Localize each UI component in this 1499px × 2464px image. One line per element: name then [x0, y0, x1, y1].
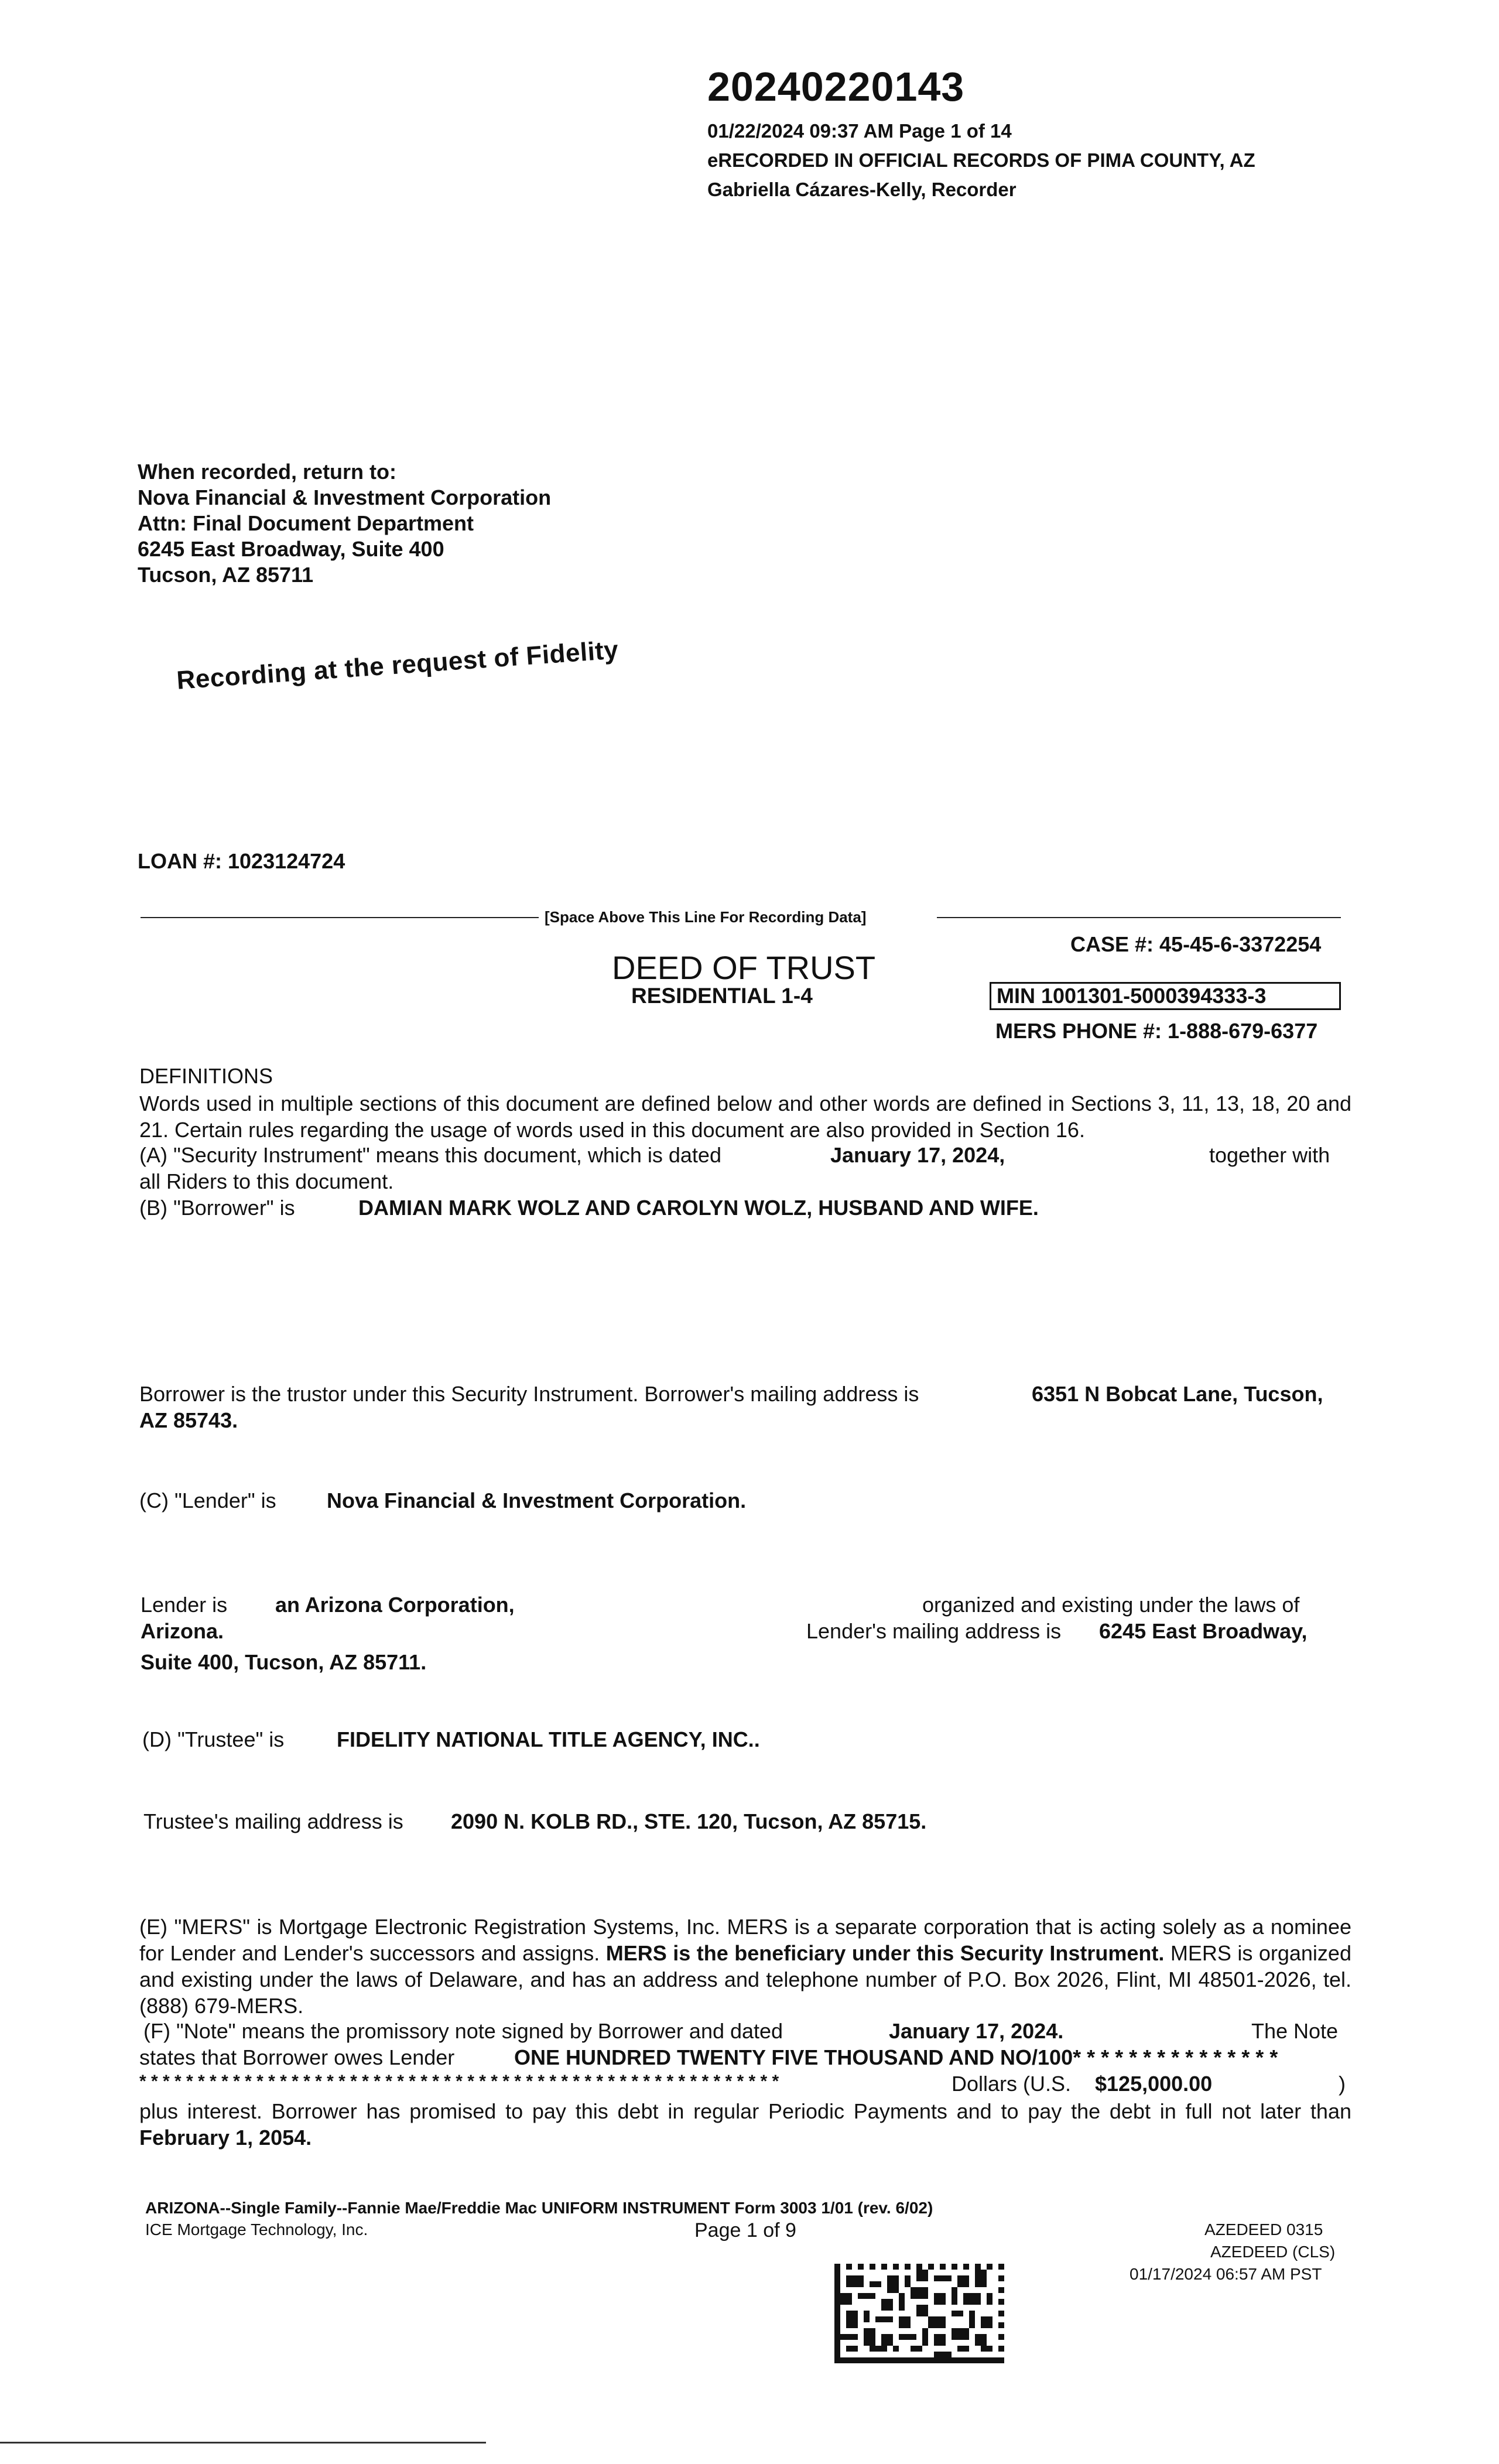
footer-form-code-cls: AZEDEED (CLS) — [1210, 2243, 1336, 2261]
mers-phone: MERS PHONE #: 1-888-679-6377 — [995, 1019, 1318, 1043]
document-number: 20240220143 — [707, 64, 965, 109]
definition-e-text1: (E) "MERS" is Mortgage Electronic Registration Systems, Inc. MERS is a separate corporation that is acting solely as a nominee for Lender and Lender's successors and assigns. — [139, 1915, 1351, 1965]
definition-e-text2: MERS is organized and existing under the laws of Delaware, and has an address and telephone number of P.O. Box 2026, Flint, MI 48501-2026, tel. (888) 679-MERS. — [139, 1941, 1351, 2018]
document-subtitle: RESIDENTIAL 1-4 — [631, 984, 813, 1008]
barcode-image — [834, 2264, 1004, 2363]
recording-divider-right — [937, 917, 1341, 918]
recording-datetime-page: 01/22/2024 09:37 AM Page 1 of 14 — [707, 120, 1012, 142]
footer-page-number: Page 1 of 9 — [694, 2219, 796, 2241]
borrower-address-line1: 6351 N Bobcat Lane, Tucson, — [1032, 1382, 1323, 1406]
lender-state: Arizona. — [141, 1619, 224, 1643]
note-amount-words: ONE HUNDRED TWENTY FIVE THOUSAND AND NO/100* * * * * * * * * * * * * * * — [514, 2045, 1278, 2069]
definition-a-date: January 17, 2024, — [830, 1143, 1005, 1167]
trustee-name: FIDELITY NATIONAL TITLE AGENCY, INC.. — [337, 1727, 760, 1751]
note-amount-fill: * * * * * * * * * * * * * * * * * * * * * * * * * * * * * * * * * * * * * * * * * * * * * * * * * * * * * * * — [139, 2072, 779, 2091]
definition-c-label: (C) "Lender" is — [139, 1488, 276, 1512]
borrower-names: DAMIAN MARK WOLZ AND CAROLYN WOLZ, HUSBAND AND WIFE. — [358, 1196, 1039, 1220]
bottom-edge-rule — [0, 2442, 486, 2444]
note-amount-close: ) — [1339, 2072, 1346, 2096]
return-to-company: Nova Financial & Investment Corporation — [138, 485, 552, 509]
note-amount: $125,000.00 — [1095, 2072, 1213, 2096]
recorder-name: Gabriella Cázares-Kelly, Recorder — [707, 179, 1017, 200]
min-number: MIN 1001301-5000394333-3 — [997, 984, 1267, 1008]
definition-a-tail: together with — [1209, 1143, 1330, 1167]
trustee-address: 2090 N. KOLB RD., STE. 120, Tucson, AZ 85715. — [451, 1809, 927, 1833]
definition-e-beneficiary: MERS is the beneficiary under this Security Instrument. — [605, 1941, 1165, 1965]
note-maturity-date: February 1, 2054. — [139, 2126, 312, 2150]
return-to-attn: Attn: Final Document Department — [138, 511, 474, 535]
definition-a-label: (A) "Security Instrument" means this document, which is dated — [139, 1143, 721, 1167]
space-above-label: [Space Above This Line For Recording Data] — [545, 908, 867, 926]
loan-number: LOAN #: 1023124724 — [138, 849, 345, 873]
definition-b-label: (B) "Borrower" is — [139, 1196, 295, 1220]
definition-d-label: (D) "Trustee" is — [142, 1727, 285, 1751]
document-title: DEED OF TRUST — [612, 949, 876, 986]
case-number: CASE #: 45-45-6-3372254 — [1070, 932, 1322, 956]
return-to-street: 6245 East Broadway, Suite 400 — [138, 537, 444, 561]
footer-vendor: ICE Mortgage Technology, Inc. — [145, 2220, 368, 2239]
trustee-address-text: Trustee's mailing address is — [143, 1809, 403, 1833]
borrower-address-text: Borrower is the trustor under this Security Instrument. Borrower's mailing address is — [139, 1382, 919, 1406]
definition-e — [139, 1914, 1351, 2019]
footer-form-code: AZEDEED 0315 — [1204, 2220, 1323, 2239]
lender-mailing-text: Lender's mailing address is — [806, 1619, 1062, 1643]
lender-entity-type: an Arizona Corporation, — [275, 1593, 515, 1617]
return-to-city: Tucson, AZ 85711 — [138, 563, 314, 587]
definition-f-interest — [139, 2098, 1351, 2151]
recording-divider-left — [141, 917, 539, 918]
note-date: January 17, 2024. — [889, 2019, 1064, 2043]
borrower-address-line2: AZ 85743. — [139, 1408, 238, 1432]
note-dollars-label: Dollars (U.S. — [952, 2072, 1072, 2096]
definitions-intro: Words used in multiple sections of this document are defined below and other words are defined in Sections 3, 11, 13, 18, 20 and 21. Certain rules regarding the usage of words used in this document are also provided in Section 16. — [139, 1091, 1351, 1142]
definition-f-tail: The Note — [1251, 2019, 1339, 2043]
lender-address-line1: 6245 East Broadway, — [1099, 1619, 1308, 1643]
return-to-heading: When recorded, return to: — [138, 460, 397, 484]
footer-form-line: ARIZONA--Single Family--Fannie Mae/Freddie Mac UNIFORM INSTRUMENT Form 3003 1/01 (rev. 6/02) — [145, 2199, 933, 2217]
definitions-heading: DEFINITIONS — [139, 1064, 273, 1088]
footer-timestamp: 01/17/2024 06:57 AM PST — [1130, 2265, 1322, 2283]
definition-a-cont: all Riders to this document. — [139, 1169, 394, 1193]
definition-f-label: (F) "Note" means the promissory note signed by Borrower and dated — [143, 2019, 783, 2043]
recorded-line: eRECORDED IN OFFICIAL RECORDS OF PIMA COUNTY, AZ — [707, 149, 1255, 171]
note-interest-text: plus interest. Borrower has promised to pay this debt in regular Periodic Payments and to pay the debt in full not later than — [139, 2099, 1351, 2123]
note-states-text: states that Borrower owes Lender — [139, 2045, 455, 2069]
lender-organized-text: organized and existing under the laws of — [922, 1593, 1300, 1617]
lender-is-label: Lender is — [141, 1593, 228, 1617]
lender-name: Nova Financial & Investment Corporation. — [327, 1488, 747, 1512]
lender-address-line2: Suite 400, Tucson, AZ 85711. — [141, 1650, 427, 1674]
recording-request-stamp: Recording at the request of Fidelity — [176, 635, 620, 695]
